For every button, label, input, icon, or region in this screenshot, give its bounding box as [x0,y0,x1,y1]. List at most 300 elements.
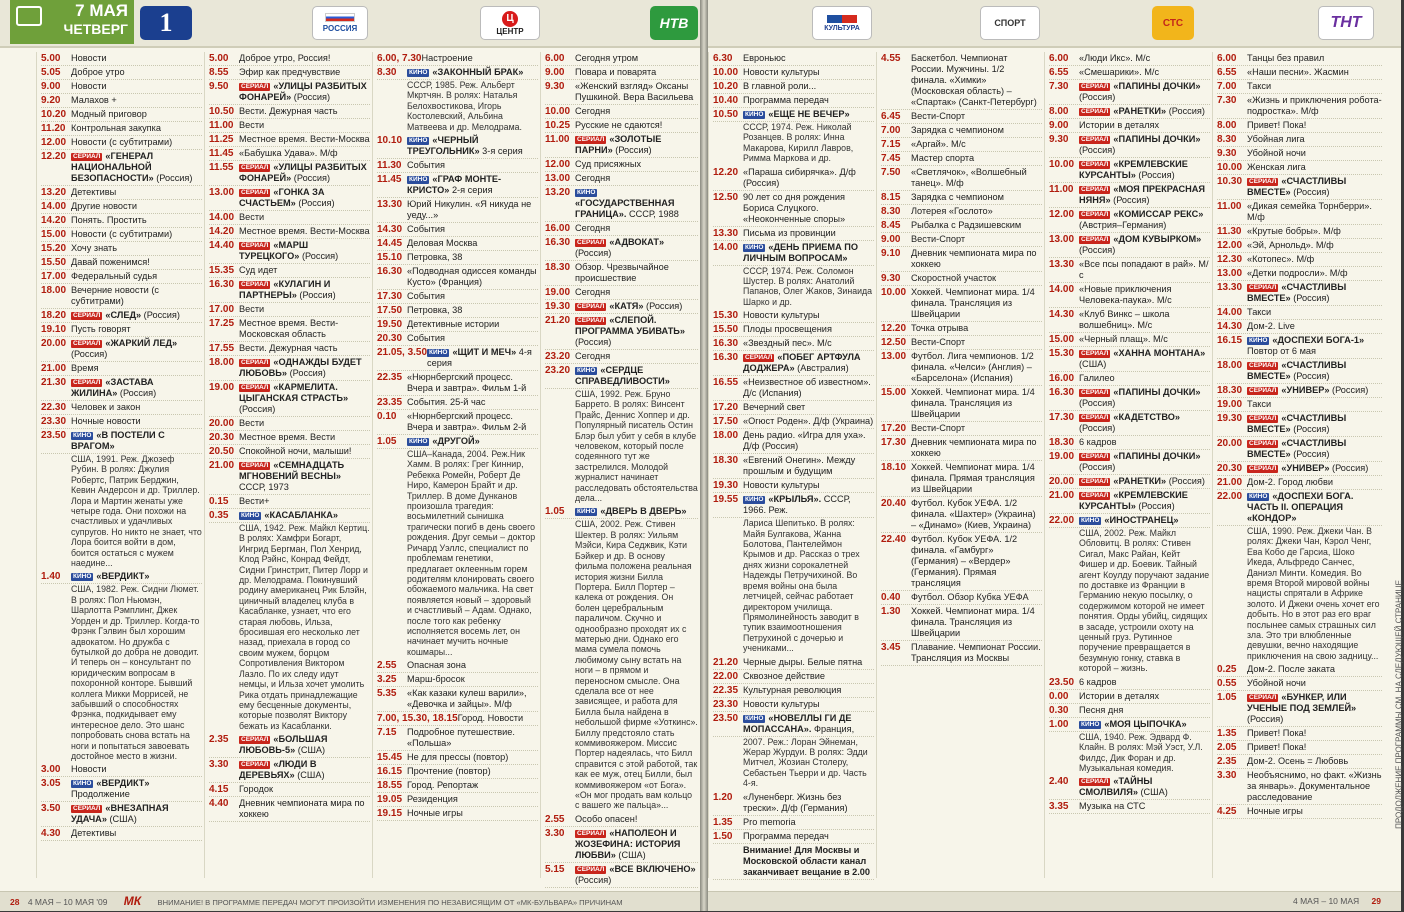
program-time: 1.50 [713,830,733,842]
program-title [911,287,1042,320]
program-time: 16.15 [1217,335,1243,346]
program-info: «Черный плащ». М/с [1079,334,1168,344]
program-info: «Нюрнбергский процесс. Вчера и завтра». Фильм 1-й [407,372,527,394]
program-title [575,351,698,362]
program-info: Футбол. Лига чемпионов. 1/2 финала. «Челси» (Англия) – «Барселона» (Испания) [911,351,1034,383]
footer-dates-right: 4 МАЯ – 10 МАЯ [1293,896,1360,906]
program-time: 11.00 [545,134,570,145]
footer-dates-left: 4 МАЯ – 10 МАЯ '09 [27,897,108,907]
program-row [377,712,538,726]
program-row [41,401,202,415]
program-description: США, 1940. Реж. Эдвард Ф. Клайн. В ролях: Мэй Уэст, У.Л. Филдс, Дик Форан и др. Музыкальная комедия. [1079,731,1203,773]
program-time: 14.45 [377,238,403,250]
program-time: 14.30 [1049,309,1075,320]
program-info: Понять. Простить [71,215,147,225]
program-row [377,265,538,290]
program-description: США, 1992. Реж. Бруно Баррето. В ролях: Винсент Прайс, Деннис Хоппер и др. Популярный писатель Остин Блэр был убит у себя в клубе человеком, который после содеянного тут же застрелился. Молодой журналист начинает расследовать обстоятельства дела... [575,389,698,504]
program-row [41,256,202,270]
program-name: «ВЕРДИКТ» [96,778,150,789]
program-row [713,712,874,737]
program-row [881,110,1042,124]
program-title [71,402,202,413]
program-time: 15.35 [209,265,235,276]
program-row [1049,183,1210,208]
program-time: 13.30 [713,227,739,239]
serial-badge: СЕРИАЛ [73,312,101,319]
program-time: 14.00 [1049,284,1075,295]
program-row [881,497,1042,533]
program-time: 1.05 [1217,692,1237,704]
program-time: 21.05, 3.50 [377,347,428,359]
program-row [881,533,1042,591]
program-title [1247,240,1382,251]
program-row [377,346,538,371]
program-title [911,462,1042,495]
program-title [407,660,538,671]
program-title [1247,321,1382,332]
program-title [1247,254,1382,265]
program-name: «ДВЕРЬ В ДВЕРЬ» [600,506,687,517]
program-time: 16.30 [545,237,571,248]
program-time: 8.30 [377,67,397,78]
program-row [41,136,202,150]
program-time: 6.00, 7.30 [377,53,422,64]
left-page [0,0,700,911]
program-info: Местное время. Вести-Москва [239,134,370,144]
program-title [743,713,874,735]
serial-badge: СЕРИАЛ [1249,178,1277,185]
program-title [743,455,874,477]
program-time: 4.30 [41,828,61,840]
program-row [1049,347,1210,372]
program-info: «Женский взгляд» Оксаны Пушкиной. Вера Васильева [575,81,694,102]
program-title [407,794,538,805]
program-time: 8.15 [881,192,901,203]
program-name: «КАРМЕЛИТА. ЦЫГАНСКАЯ СТРАСТЬ» [239,382,349,403]
program-time: 15.30 [1049,348,1075,359]
program-title [71,803,202,825]
program-row [1049,105,1210,119]
program-info: Хоккей. Чемпионат мира. 1/4 финала. Трансляция из Швейцарии [911,606,1035,638]
program-info: (Россия) [117,388,157,398]
program-time: 11.00 [1217,201,1242,212]
program-name: «ДОМ КУВЫРКОМ» [1113,234,1202,244]
program-title [743,338,874,349]
program-info: Повара и поварята [575,67,657,77]
program-name: «СЧАСТЛИВЫ ВМЕСТЕ» [1247,176,1347,197]
program-title [911,111,1042,122]
program-name: «ПАПИНЫ ДОЧКИ» [1113,81,1201,91]
program-row [545,186,698,222]
program-title [1079,515,1210,526]
program-title [743,430,874,452]
program-time: 15.50 [713,324,739,336]
channel-logo-sts: СТС [1152,6,1194,40]
program-info: Дом-2. После заката [1247,664,1336,675]
program-time: 11.25 [209,134,234,145]
program-row [713,816,874,830]
program-title [1079,705,1210,716]
program-time: 5.35 [377,688,397,700]
program-name: «ГОСУДАРСТВЕННАЯ ГРАНИЦА». [575,198,675,219]
program-title [911,234,1042,245]
program-name: «СЕРДЦЕ СПРАВЕДЛИВОСТИ» [575,365,670,386]
program-title [1247,81,1382,92]
program-title [1079,373,1210,384]
program-info: Футбол. Кубок УЕФА. 1/2 финала. «Шахтер» (Украина) – «Динамо» (Киев, Украина) [911,498,1036,530]
program-time: 4.25 [1217,806,1237,818]
program-time: 9.00 [1049,120,1069,131]
program-info: (Россия) [1110,195,1150,205]
program-title [911,125,1042,136]
program-time: 0.40 [881,592,901,603]
program-time: 7.00 [1217,81,1237,92]
program-title [911,220,1042,231]
program-title [239,106,370,117]
program-info: (Россия) [153,173,193,183]
program-title [575,864,698,886]
program-row [1217,80,1382,94]
program-time: 22.30 [41,402,67,413]
program-row [1049,718,1210,732]
program-title [1079,719,1210,730]
program-row [377,134,538,159]
program-info: «Светлячок», «Волшебный танец». М/ф [911,167,1027,188]
program-title [575,365,698,387]
program-title [1079,184,1210,206]
program-time: 16.30 [1049,387,1075,398]
program-row [881,605,1042,641]
program-title [575,814,698,825]
program-time: 11.20 [41,123,66,134]
serial-badge: СЕРИАЛ [1081,453,1109,460]
program-title [1247,148,1382,159]
program-row [377,198,538,223]
program-time: 10.25 [545,120,571,131]
program-time: 10.00 [545,106,571,117]
channel-header-right [708,0,1401,48]
program-title [407,727,538,749]
program-info: (Россия) [1079,145,1116,155]
program-info: (Россия) [1290,187,1330,197]
program-info: Вечерние новости (с субтитрами) [71,285,160,306]
program-info: Привет! Пока! [1247,728,1307,739]
program-time: 20.00 [41,338,67,349]
program-time: 7.45 [881,153,901,164]
program-row [1217,741,1382,755]
serial-badge: СЕРИАЛ [241,761,269,769]
program-title [239,226,370,237]
continuation-note-text: ПРОДОЛЖЕНИЕ ПРОГРАММЫ СМ. НА СЛЕДУЮЩЕЙ СТРАНИЦЕ [1394,580,1404,829]
program-row [209,66,370,80]
program-row [41,94,202,108]
program-info: Зарядка с чемпионом [911,192,1004,202]
program-info: Женская лига [1247,162,1306,172]
program-title [407,411,538,433]
serial-badge: СЕРИАЛ [1081,161,1109,168]
program-time: 12.20 [881,323,907,334]
date-weekday: ЧЕТВЕРГ [63,21,128,37]
program-info: «Люди Икс». М/с [1079,53,1151,63]
kultura-label: КУЛЬТУРА [824,24,860,32]
program-info: «Подводная одиссея команды Кусто» (Франция) [407,266,537,288]
program-row [1217,769,1382,805]
kino-badge: КИНО [577,367,596,374]
program-title [71,324,202,335]
program-row [1049,52,1210,66]
program-time: 5.00 [209,53,229,64]
program-info: Черные дыры. Белые пятна [743,656,863,667]
program-time: 17.30 [1049,412,1075,423]
program-time: 23.20 [545,351,571,362]
program-row [1049,411,1210,436]
program-name: «ЧЕРНЫЙ ТРЕУГОЛЬНИК» [407,135,480,157]
program-name: «ПАПИНЫ ДОЧКИ» [1113,451,1201,461]
program-row [41,150,202,186]
program-row [545,863,698,888]
program-info: Сегодня [575,173,611,183]
program-time: 7.15 [377,727,397,739]
program-info: «Огюст Роден». Д/ф (Украина) [743,416,874,427]
program-title [407,266,538,288]
program-time: 4.40 [209,798,229,810]
program-row [1217,200,1382,225]
kino-badge: КИНО [409,137,428,145]
program-row [1217,320,1382,334]
program-info: (Россия) [295,198,335,208]
program-title [743,53,874,64]
serial-badge: СЕРИАЛ [73,153,101,160]
program-row [209,431,370,445]
program-row [713,415,874,429]
program-info: Вести-Спорт [911,111,966,121]
program-time: 21.00 [1049,490,1075,501]
program-info: Детективные истории [407,319,500,330]
program-time: 7.30 [1217,95,1237,106]
serial-badge: СЕРИАЛ [577,865,605,873]
program-info: Детективы [71,828,117,839]
program-title [239,382,370,415]
program-info: Новости [71,764,107,775]
program-title [743,242,874,264]
program-info: Спокойной ночи, малыши! [239,446,352,456]
program-time: 19.05 [377,794,403,806]
program-row [713,670,874,684]
program-row [713,698,874,712]
program-time: 7.50 [881,167,901,178]
program-time: 18.10 [881,462,907,473]
program-time: 7.30 [1049,81,1069,92]
program-time: 5.15 [545,863,565,875]
program-time: 7.15 [881,139,901,150]
program-time: 16.15 [377,766,403,778]
program-row [1217,225,1382,239]
program-row [41,242,202,256]
program-info: Такси [1247,81,1272,91]
program-info: Хочу знать [71,243,118,253]
program-title [911,153,1042,164]
program-title [71,828,202,839]
program-time: 14.30 [377,224,403,236]
program-time: 12.00 [1049,209,1075,220]
program-title [407,436,538,447]
footer-notice: ВНИМАНИЕ! В ПРОГРАММЕ ПЕРЕДАЧ МОГУТ ПРОИЗОЙТИ ИЗМЕНЕНИЯ ПО НЕЗАВИСЯЩИМ ОТ «МК-БУЛЬВАРА» ПРИЧИНАМ [157,898,623,907]
program-title [575,106,698,117]
program-info: Скоростной участок [911,273,997,283]
program-time: 9.50 [209,81,229,92]
schedule-column-kultura [708,52,876,878]
program-info: Убойная лига [1247,134,1305,144]
program-title [407,199,538,221]
program-title [743,831,874,842]
program-title [911,534,1042,589]
program-time: 20.30 [377,333,403,345]
program-title [911,351,1042,384]
program-row [881,386,1042,422]
program-info: (Россия) [1166,106,1205,116]
program-name: «СЛЕД» [105,310,142,320]
program-time: 9.30 [1217,148,1237,159]
program-time: 10.40 [713,95,739,106]
program-info: «Бабушка Удава». М/ф [239,148,338,158]
footer-left [0,891,700,911]
program-row [1049,333,1210,347]
serial-badge: СЕРИАЛ [1249,694,1277,702]
program-row [1049,233,1210,258]
program-time: 20.00 [1217,438,1243,449]
program-name: «ВНЕЗАПНАЯ УДАЧА» [71,803,169,825]
program-title [743,699,874,710]
program-name: Внимание! Для Москвы и Московской области канал заканчивает вещание в 2.00 [743,844,871,877]
program-row [545,133,698,158]
program-title [1247,728,1382,739]
program-row [1049,66,1210,80]
kino-badge: КИНО [409,69,428,76]
rossiya-label: РОССИЯ [322,24,358,33]
program-info: «Детки подросли». М/ф [1247,268,1348,278]
program-time: 10.10 [377,135,403,147]
program-time: 20.00 [1049,476,1075,487]
program-title [239,496,370,507]
program-title [1079,437,1210,448]
program-time: 12.00 [41,137,67,148]
program-info: Дневник чемпионата мира по хоккею [911,248,1037,269]
program-row [713,429,874,454]
program-title [239,798,370,820]
program-time: 6.45 [881,111,901,122]
date-day: 7 МАЯ [75,1,128,20]
program-row [377,332,538,346]
program-time: 3.50 [41,803,61,815]
program-row [209,445,370,459]
program-info: (Россия) [141,310,180,320]
program-time: 14.00 [209,212,235,223]
program-title [239,318,370,340]
program-row [209,161,370,186]
program-time: 13.00 [881,351,907,362]
program-time: 0.00 [1049,690,1069,702]
program-time: 13.20 [545,187,571,198]
program-title [71,377,202,399]
program-row [1049,704,1210,718]
program-time: 19.00 [1049,451,1075,462]
program-time: 18.00 [41,285,67,296]
serial-badge: СЕРИАЛ [1249,284,1277,291]
program-row [881,138,1042,152]
kino-badge: КИНО [745,243,764,251]
program-info: Вести [239,120,265,130]
program-info: Новости (с субтитрами) [71,137,173,147]
footer-right [708,891,1401,911]
program-info: Вести-Спорт [911,234,966,244]
program-name: «КРЫЛЬЯ». [768,494,822,505]
program-title [743,324,874,335]
program-info: Футбол. Обзор Кубка УЕФА [911,592,1029,602]
program-info: Ночные игры [407,808,463,819]
program-row [1217,727,1382,741]
program-title [239,148,370,159]
program-time: 12.50 [713,191,739,203]
program-title [743,480,874,491]
program-name: «АДВОКАТ» [609,237,665,247]
kino-badge: КИНО [409,176,428,184]
program-row [545,505,698,519]
program-title [71,285,202,307]
program-description: СССР, 1985. Реж. Альберт Мкртчян. В ролях: Наталья Белохвостикова, Игорь Костолевский, Альбина Матвеева и др. Мелодрама. [407,80,522,132]
program-info: Истории в деталях [1079,120,1160,130]
program-title [427,347,538,369]
program-row [881,152,1042,166]
program-time: 13.20 [41,187,67,198]
program-info: Сегодня [575,106,611,116]
program-info: (Россия) [291,173,331,183]
program-time: 1.05 [377,436,397,448]
program-info: Музыка на СТС [1079,801,1146,812]
program-time: 3.05 [41,778,61,790]
program-row [41,200,202,214]
program-title [407,67,538,78]
program-info: Хоккей. Чемпионат мира. 1/4 финала. Трансляция из Швейцарии [911,287,1035,319]
program-info: (США) [1079,359,1107,369]
program-title [239,343,370,354]
program-title [911,592,1042,603]
program-row [1217,147,1382,161]
program-title [575,134,698,156]
program-row [41,284,202,309]
program-title [71,416,202,427]
program-title [1247,226,1382,237]
program-title [71,109,202,120]
program-name: «УЛИЦЫ РАЗБИТЫХ ФОНАРЕЙ» [239,81,367,102]
program-info: 4-я серия [427,347,532,369]
program-info: «Крутые бобры». М/ф [1247,226,1341,236]
program-name: «КРЕМЛЕВСКИЕ КУРСАНТЫ» [1079,490,1188,511]
program-row [1217,677,1382,691]
program-info: Необъяснимо, но факт. «Жизнь за январь». Документальное расследование [1247,770,1382,803]
program-title [1079,67,1210,78]
program-title [71,95,202,106]
program-row [881,322,1042,336]
program-title [71,310,202,321]
program-name: «ОДНАЖДЫ БУДЕТ ЛЮБОВЬ» [239,357,362,378]
serial-badge: СЕРИАЛ [1081,236,1109,243]
program-info: «Евгений Онегин». Между прошлым и будущим [743,455,856,477]
program-time: 3.30 [545,827,565,839]
program-time: 13.00 [545,173,571,184]
program-info: Вести [239,418,265,428]
tvc-label: ЦЕНТР [496,26,524,36]
program-name: «ПАПИНЫ ДОЧКИ» [1113,134,1201,144]
